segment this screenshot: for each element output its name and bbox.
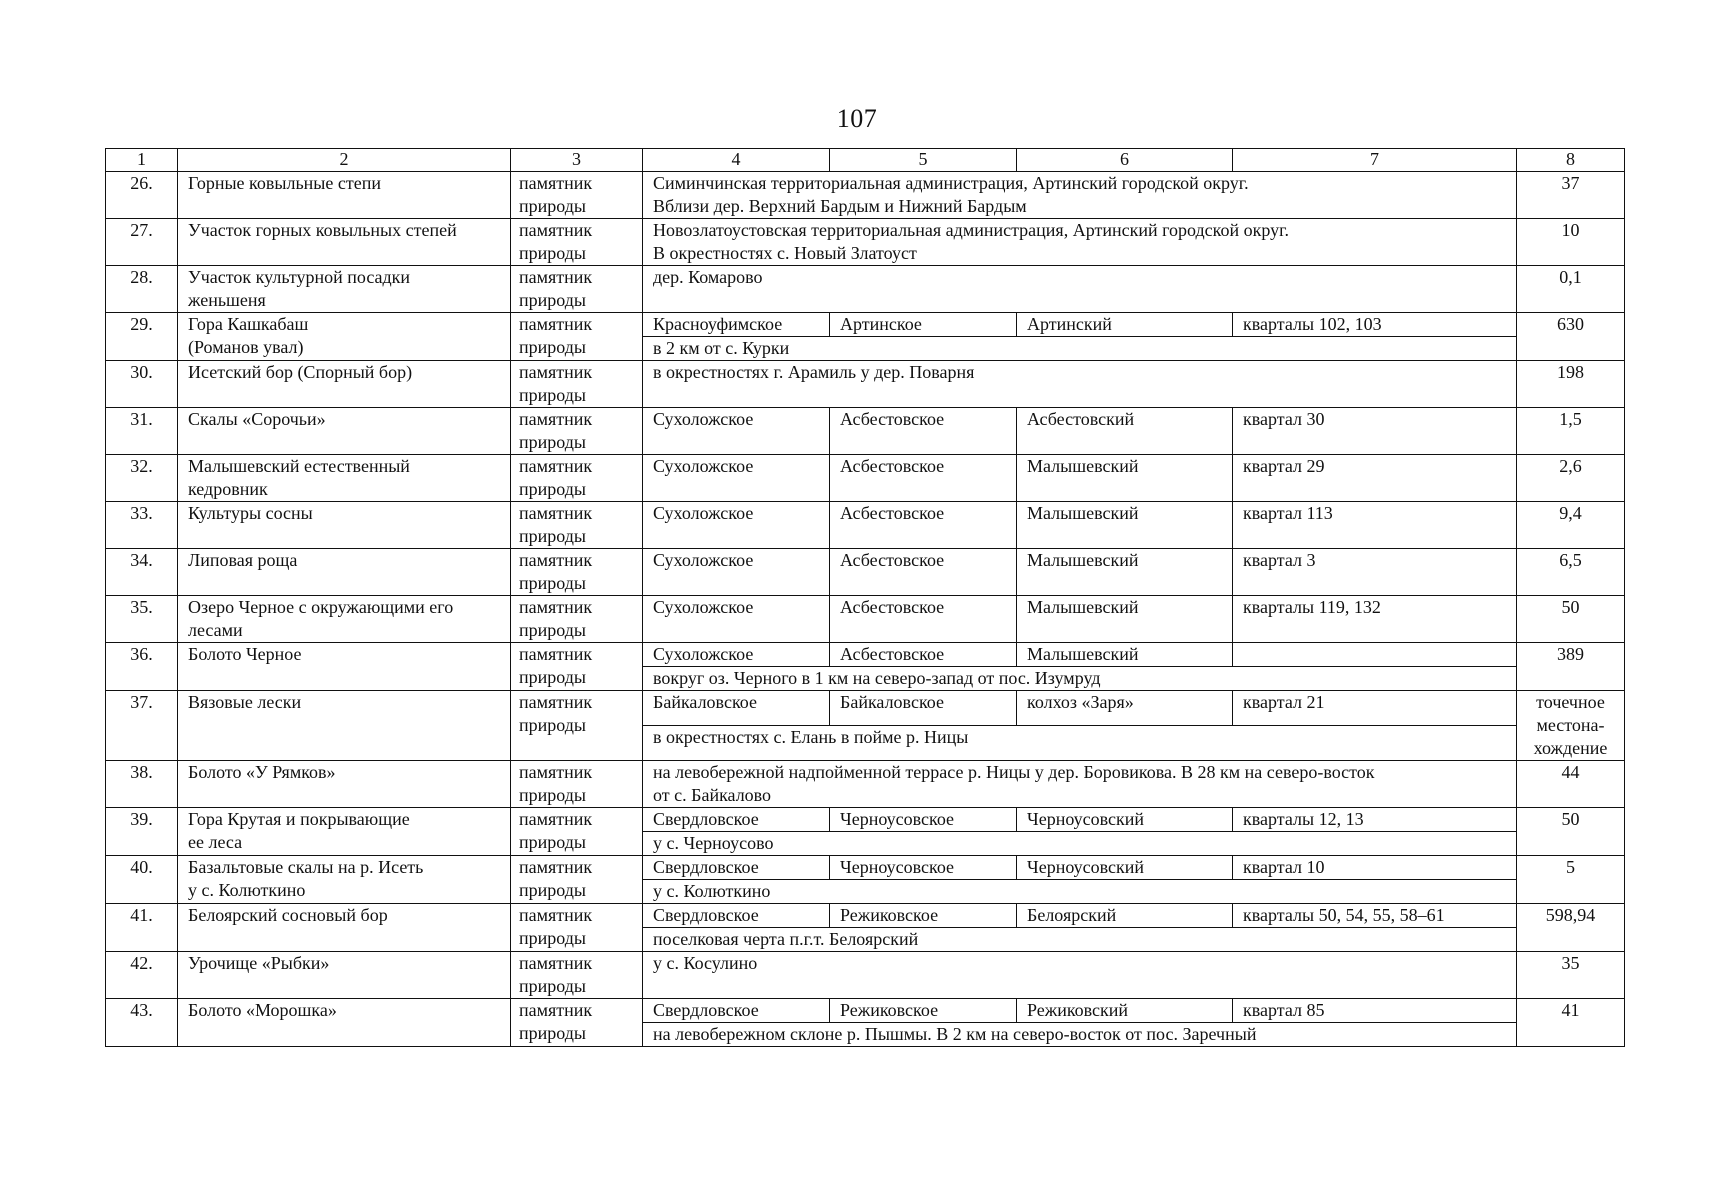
district-forestry: Черноусовское	[830, 856, 1017, 880]
row-number: 36.	[106, 643, 178, 691]
page-number: 107	[836, 104, 878, 133]
object-category: памятник природы	[511, 952, 643, 999]
area-ha: 5	[1517, 856, 1625, 904]
row-number: 39.	[106, 808, 178, 856]
object-category: памятник природы	[511, 172, 643, 219]
object-category: памятник природы	[511, 808, 643, 856]
site-forestry: Режиковский	[1017, 999, 1233, 1023]
object-name: Вязовые лески	[178, 691, 511, 761]
object-category: памятник природы	[511, 455, 643, 502]
object-name: Культуры сосны	[178, 502, 511, 549]
area-ha: 9,4	[1517, 502, 1625, 549]
object-category: памятник природы	[511, 266, 643, 313]
district-forestry: Артинское	[830, 313, 1017, 337]
forestry: Сухоложское	[643, 643, 830, 667]
site-forestry: колхоз «Заря»	[1017, 691, 1233, 726]
site-forestry: Черноусовский	[1017, 856, 1233, 880]
area-ha: 389	[1517, 643, 1625, 691]
table-row	[106, 219, 1625, 266]
object-category: памятник природы	[511, 761, 643, 808]
quarters: кварталы 102, 103	[1233, 313, 1517, 337]
object-category: памятник природы	[511, 691, 643, 761]
area-ha: 1,5	[1517, 408, 1625, 455]
location-description: Новозлатоустовская территориальная администрация, Артинский городской округ. В окрестностях с. Новый Златоуст	[643, 219, 1517, 266]
object-name: Гора Крутая и покрывающие ее леса	[178, 808, 511, 856]
location-description: у с. Косулино	[643, 952, 1517, 999]
area-ha: 2,6	[1517, 455, 1625, 502]
quarters: кварталы 12, 13	[1233, 808, 1517, 832]
quarters: квартал 85	[1233, 999, 1517, 1023]
object-name: Озеро Черное с окружающими его лесами	[178, 596, 511, 643]
district-forestry: Асбестовское	[830, 596, 1017, 643]
column-number: 5	[830, 149, 1017, 172]
location-description: у с. Колюткино	[643, 880, 1517, 904]
row-number: 32.	[106, 455, 178, 502]
table-row	[106, 808, 1625, 832]
object-category: памятник природы	[511, 408, 643, 455]
object-category: памятник природы	[511, 999, 643, 1047]
row-number: 38.	[106, 761, 178, 808]
table-row	[106, 999, 1625, 1023]
object-category: памятник природы	[511, 549, 643, 596]
object-category: памятник природы	[511, 596, 643, 643]
forestry: Свердловское	[643, 904, 830, 928]
table-row	[106, 691, 1625, 726]
location-description: у с. Черноусово	[643, 832, 1517, 856]
quarters: квартал 21	[1233, 691, 1517, 726]
forestry: Красноуфимское	[643, 313, 830, 337]
area-ha: 198	[1517, 361, 1625, 408]
table-row	[106, 172, 1625, 219]
district-forestry: Режиковское	[830, 999, 1017, 1023]
forestry: Сухоложское	[643, 596, 830, 643]
object-name: Белоярский сосновый бор	[178, 904, 511, 952]
area-ha: 598,94	[1517, 904, 1625, 952]
area-ha: 44	[1517, 761, 1625, 808]
location-description: в 2 км от с. Курки	[643, 337, 1517, 361]
table-row	[106, 361, 1625, 408]
quarters: квартал 113	[1233, 502, 1517, 549]
quarters: кварталы 119, 132	[1233, 596, 1517, 643]
quarters: кварталы 50, 54, 55, 58–61	[1233, 904, 1517, 928]
row-number: 41.	[106, 904, 178, 952]
row-number: 28.	[106, 266, 178, 313]
object-category: памятник природы	[511, 856, 643, 904]
area-ha: 0,1	[1517, 266, 1625, 313]
row-number: 30.	[106, 361, 178, 408]
location-description: на левобережной надпойменной террасе р. Ницы у дер. Боровикова. В 28 км на северо-восток от с. Байкалово	[643, 761, 1517, 808]
area-ha: 35	[1517, 952, 1625, 999]
site-forestry: Малышевский	[1017, 549, 1233, 596]
forestry: Сухоложское	[643, 549, 830, 596]
column-number: 4	[643, 149, 830, 172]
column-number: 2	[178, 149, 511, 172]
site-forestry: Артинский	[1017, 313, 1233, 337]
object-name: Участок горных ковыльных степей	[178, 219, 511, 266]
location-description: дер. Комарово	[643, 266, 1517, 313]
row-number: 26.	[106, 172, 178, 219]
row-number: 31.	[106, 408, 178, 455]
district-forestry: Асбестовское	[830, 549, 1017, 596]
object-name: Урочище «Рыбки»	[178, 952, 511, 999]
district-forestry: Асбестовское	[830, 455, 1017, 502]
location-description: поселковая черта п.г.т. Белоярский	[643, 928, 1517, 952]
column-number: 8	[1517, 149, 1625, 172]
object-name: Участок культурной посадки женьшеня	[178, 266, 511, 313]
table-row	[106, 643, 1625, 667]
protected-areas-table	[105, 148, 1625, 1047]
district-forestry: Асбестовское	[830, 502, 1017, 549]
row-number: 37.	[106, 691, 178, 761]
area-ha: 50	[1517, 808, 1625, 856]
row-number: 29.	[106, 313, 178, 361]
column-number-row	[106, 149, 1625, 172]
table-row	[106, 455, 1625, 502]
object-category: памятник природы	[511, 502, 643, 549]
area-ha: 41	[1517, 999, 1625, 1047]
site-forestry: Асбестовский	[1017, 408, 1233, 455]
area-ha: 630	[1517, 313, 1625, 361]
table-row	[106, 313, 1625, 337]
table-row	[106, 761, 1625, 808]
object-name: Болото Черное	[178, 643, 511, 691]
object-category: памятник природы	[511, 313, 643, 361]
object-name: Исетский бор (Спорный бор)	[178, 361, 511, 408]
row-number: 40.	[106, 856, 178, 904]
district-forestry: Асбестовское	[830, 643, 1017, 667]
site-forestry: Малышевский	[1017, 502, 1233, 549]
forestry: Байкаловское	[643, 691, 830, 726]
object-name: Базальтовые скалы на р. Исеть у с. Колюткино	[178, 856, 511, 904]
site-forestry: Черноусовский	[1017, 808, 1233, 832]
table-row	[106, 408, 1625, 455]
forestry: Сухоложское	[643, 455, 830, 502]
area-ha: 10	[1517, 219, 1625, 266]
column-number: 6	[1017, 149, 1233, 172]
row-number: 34.	[106, 549, 178, 596]
object-name: Скалы «Сорочьи»	[178, 408, 511, 455]
object-name: Болото «Морошка»	[178, 999, 511, 1047]
row-number: 43.	[106, 999, 178, 1047]
area-ha: 6,5	[1517, 549, 1625, 596]
location-description: на левобережном склоне р. Пышмы. В 2 км на северо-восток от пос. Заречный	[643, 1023, 1517, 1047]
district-forestry: Режиковское	[830, 904, 1017, 928]
table-row	[106, 596, 1625, 643]
row-number: 42.	[106, 952, 178, 999]
object-name: Гора Кашкабаш (Романов увал)	[178, 313, 511, 361]
district-forestry: Асбестовское	[830, 408, 1017, 455]
site-forestry: Белоярский	[1017, 904, 1233, 928]
forestry: Сухоложское	[643, 408, 830, 455]
table-row	[106, 502, 1625, 549]
object-category: памятник природы	[511, 361, 643, 408]
site-forestry: Малышевский	[1017, 596, 1233, 643]
row-number: 33.	[106, 502, 178, 549]
area-ha: точечное местона- хождение	[1517, 691, 1625, 761]
district-forestry: Черноусовское	[830, 808, 1017, 832]
column-number: 7	[1233, 149, 1517, 172]
object-name: Болото «У Рямков»	[178, 761, 511, 808]
object-category: памятник природы	[511, 904, 643, 952]
object-name: Горные ковыльные степи	[178, 172, 511, 219]
area-ha: 50	[1517, 596, 1625, 643]
object-name: Липовая роща	[178, 549, 511, 596]
quarters: квартал 29	[1233, 455, 1517, 502]
forestry: Свердловское	[643, 808, 830, 832]
forestry: Сухоложское	[643, 502, 830, 549]
area-ha: 37	[1517, 172, 1625, 219]
column-number: 3	[511, 149, 643, 172]
table-row	[106, 952, 1625, 999]
location-description: в окрестностях г. Арамиль у дер. Поварня	[643, 361, 1517, 408]
object-category: памятник природы	[511, 219, 643, 266]
quarters: квартал 3	[1233, 549, 1517, 596]
object-category: памятник природы	[511, 643, 643, 691]
column-number: 1	[106, 149, 178, 172]
site-forestry: Малышевский	[1017, 455, 1233, 502]
district-forestry: Байкаловское	[830, 691, 1017, 726]
quarters: квартал 30	[1233, 408, 1517, 455]
quarters: квартал 10	[1233, 856, 1517, 880]
quarters	[1233, 643, 1517, 667]
site-forestry: Малышевский	[1017, 643, 1233, 667]
row-number: 35.	[106, 596, 178, 643]
table-row	[106, 549, 1625, 596]
forestry: Свердловское	[643, 999, 830, 1023]
forestry: Свердловское	[643, 856, 830, 880]
object-name: Малышевский естественный кедровник	[178, 455, 511, 502]
row-number: 27.	[106, 219, 178, 266]
location-description: Симинчинская территориальная администрация, Артинский городской округ. Вблизи дер. Верхний Бардым и Нижний Бардым	[643, 172, 1517, 219]
table-row	[106, 266, 1625, 313]
table-row	[106, 904, 1625, 928]
location-description: в окрестностях с. Елань в пойме р. Ницы	[643, 726, 1517, 761]
table-row	[106, 856, 1625, 880]
location-description: вокруг оз. Черного в 1 км на северо-запад от пос. Изумруд	[643, 667, 1517, 691]
